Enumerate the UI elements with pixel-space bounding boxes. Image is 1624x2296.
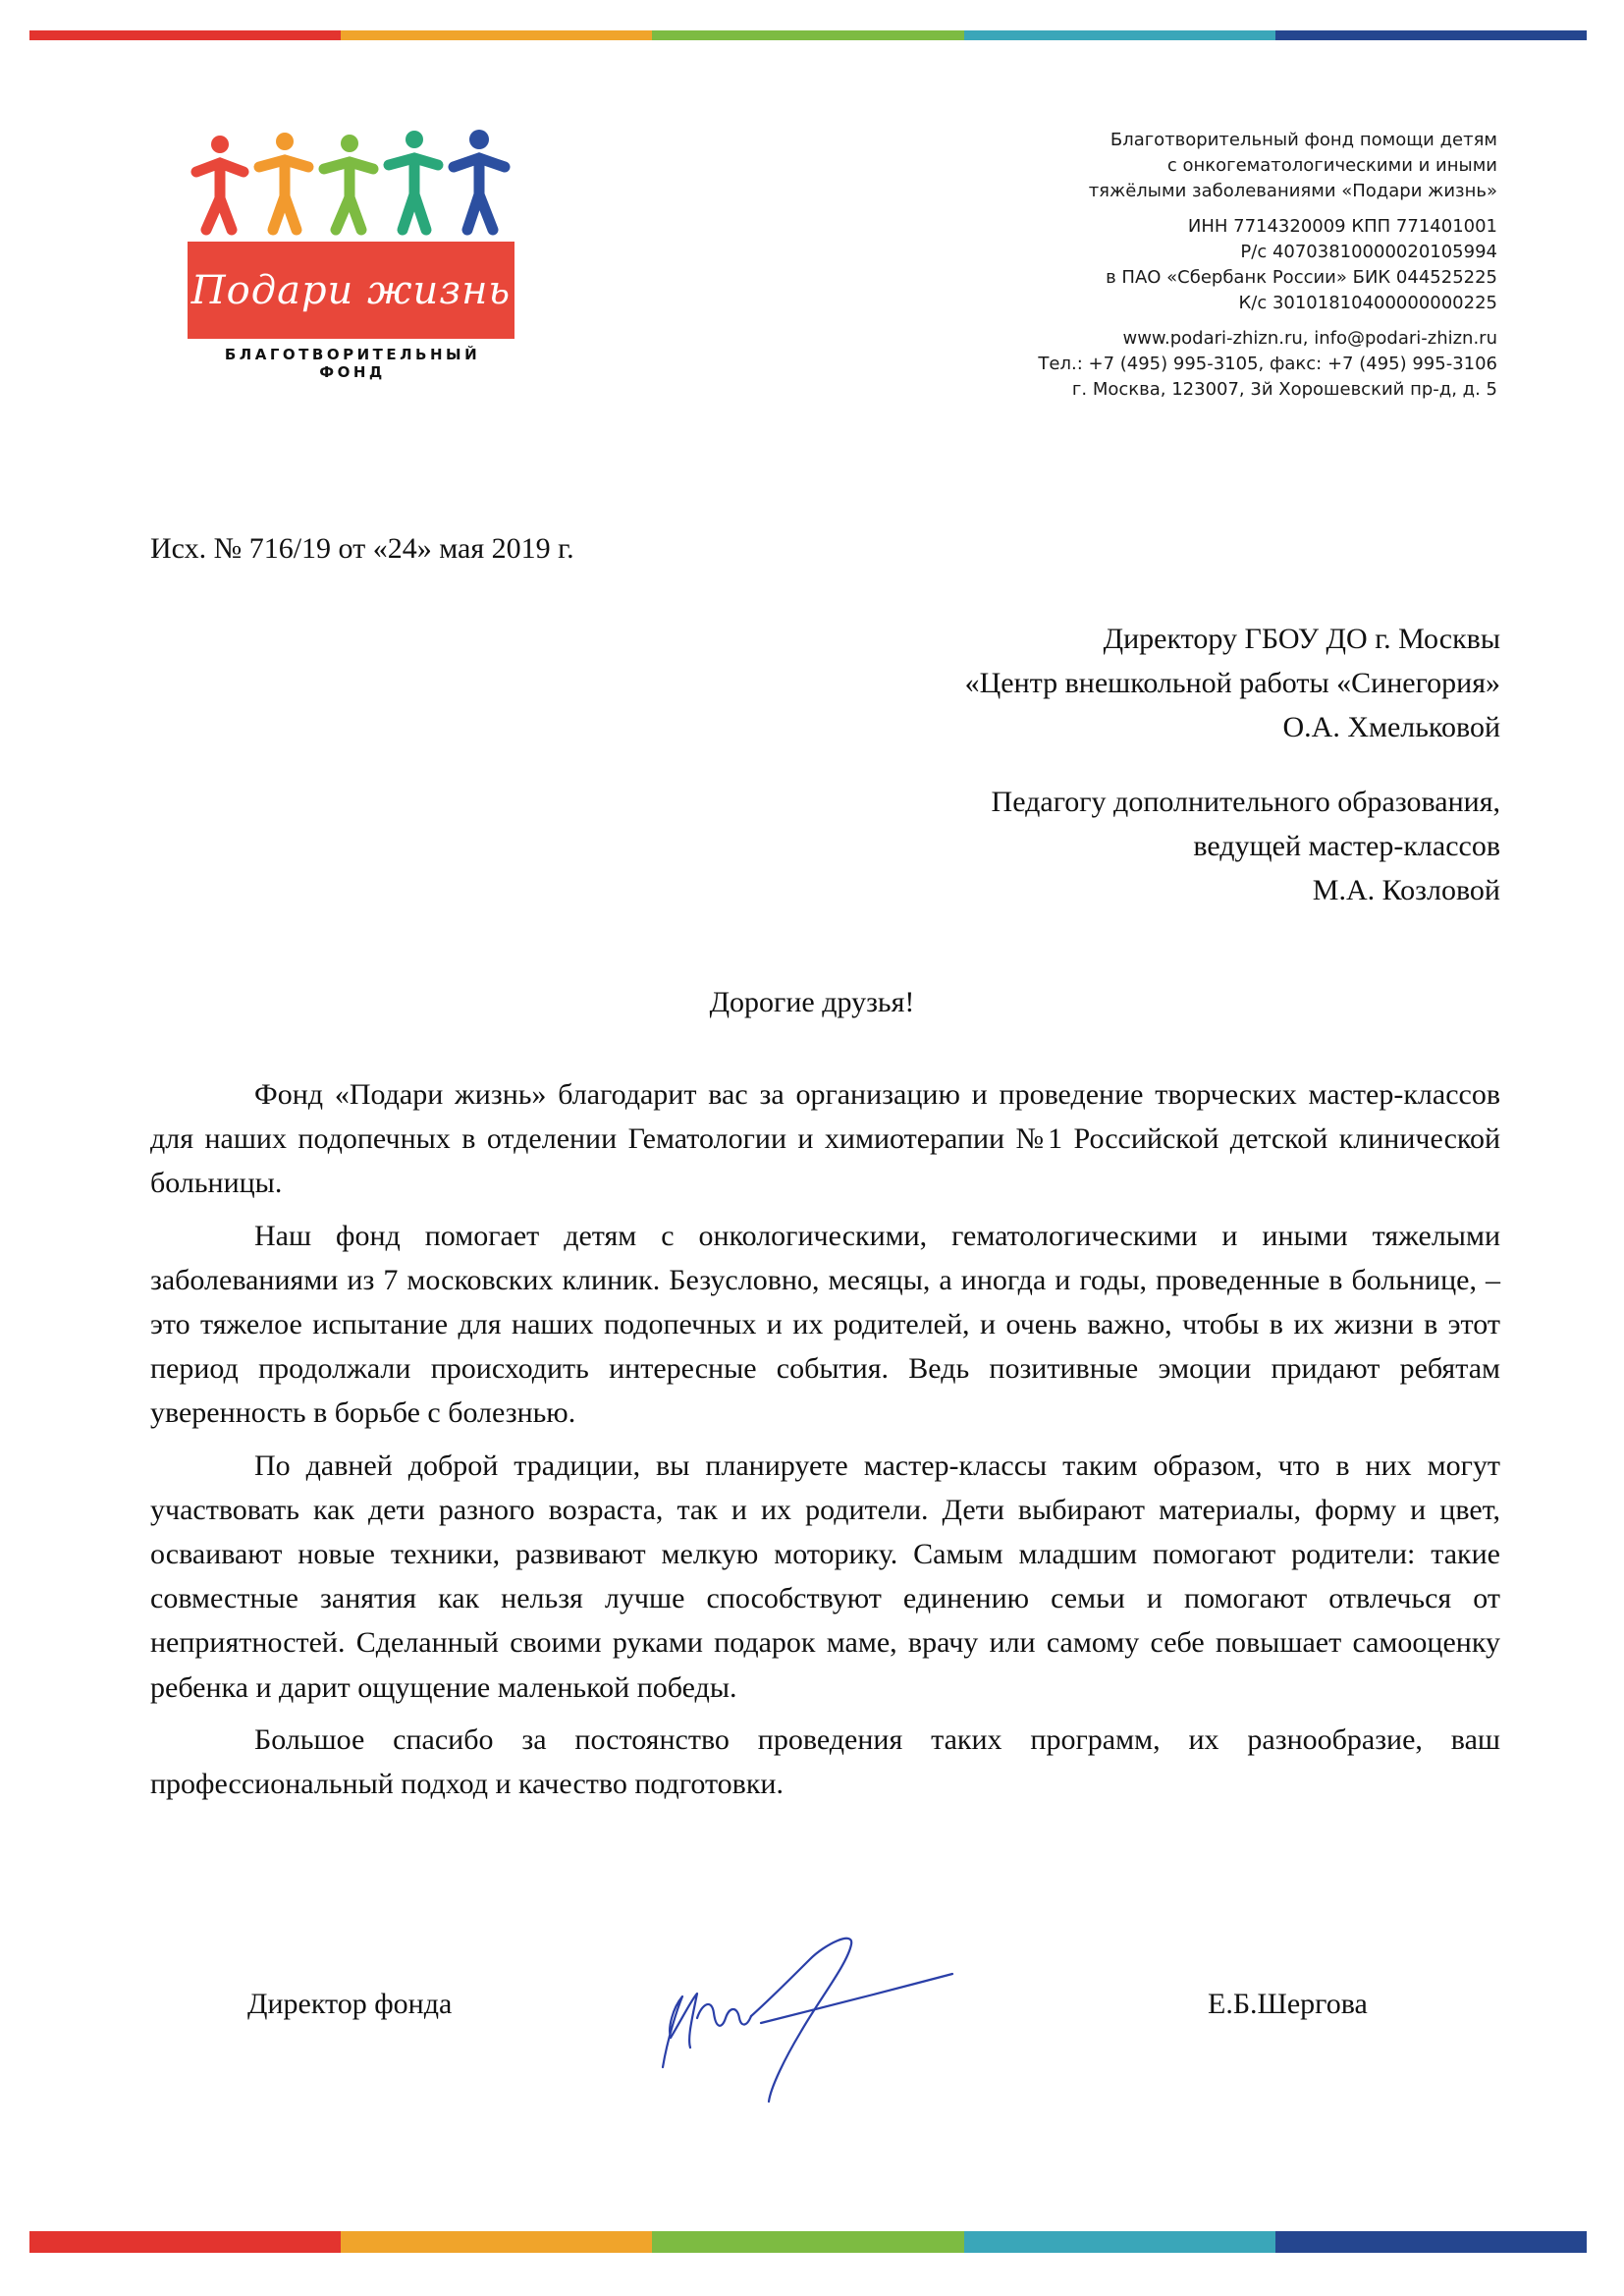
signatory-title: Директор фонда	[247, 1988, 453, 2020]
greeting: Дорогие друзья!	[709, 986, 915, 1018]
addressee-line: Педагогу дополнительного образования,	[991, 786, 1500, 818]
stripe-segment	[341, 30, 652, 40]
addressee-line: «Центр внешкольной работы «Синегория»	[964, 667, 1500, 699]
bank-line: Р/с 40703810000020105994	[1240, 242, 1497, 262]
logo-script-text: Подари жизнь	[190, 267, 512, 313]
figure-2	[259, 133, 308, 230]
bank-line: ИНН 7714320009 КПП 771401001	[1187, 216, 1497, 237]
bank-line: К/с 30101810400000000225	[1238, 293, 1497, 313]
addressee-line: ведущей мастер-классов	[1193, 830, 1500, 862]
figure-1	[196, 136, 244, 230]
stripe-segment	[1275, 2231, 1587, 2253]
org-line: тяжёлыми заболеваниями «Подари жизнь»	[1088, 181, 1497, 201]
stripe-segment	[964, 2231, 1275, 2253]
handwritten-signature	[643, 1920, 967, 2116]
stripe-segment	[29, 2231, 341, 2253]
org-line: с онкогематологическими и иными	[1166, 155, 1497, 176]
body-paragraph: По давней доброй традиции, вы планируете мастер-классы таким образом, что в них могут участвовать как дети разного возраста, так и их родители. Дети выбирают материалы, форму и цвет, осваивают новые техники, развивают мелкую моторику. Самым младшим помогают родители: такие совместные занятия как нельзя лучше способствуют единению семьи и помогают отвлечься от неприятностей. Сделанный своими руками подарок маме, врачу или самому себе повышает самооценку ребенка и дарит ощущение маленькой победы.	[150, 1449, 1500, 1704]
outgoing-number: Исх. № 716/19 от «24» мая 2019 г.	[150, 532, 574, 565]
contact-line: Тел.: +7 (495) 995-3105, факс: +7 (495) 995-3106	[1038, 354, 1497, 374]
contact-line: www.podari-zhizn.ru, info@podari-zhizn.ru	[1122, 328, 1497, 349]
stripe-segment	[652, 30, 963, 40]
contact-line: г. Москва, 123007, 3й Хорошевский пр-д, д. 5	[1071, 379, 1497, 400]
top-color-stripe	[29, 30, 1587, 40]
organization-requisites	[1038, 128, 1497, 403]
logo-red-box	[188, 242, 514, 339]
body-paragraph: Большое спасибо за постоянство проведения таких программ, их разнообразие, ваш профессиональный подход и качество подготовки.	[150, 1722, 1500, 1801]
stripe-segment	[29, 30, 341, 40]
figure-4	[389, 131, 438, 230]
stripe-segment	[341, 2231, 652, 2253]
stripe-segment	[1275, 30, 1587, 40]
addressee-director	[965, 617, 1500, 749]
org-line: Благотворительный фонд помощи детям	[1110, 130, 1497, 150]
logo-caption: БЛАГОТВОРИТЕЛЬНЫЙ ФОНД	[224, 346, 481, 381]
stripe-segment	[964, 30, 1275, 40]
addressee-line: О.А. Хмельковой	[1282, 711, 1500, 743]
addressee-line: Директору ГБОУ ДО г. Москвы	[1103, 623, 1500, 655]
addressee-line: М.А. Козловой	[1312, 874, 1500, 906]
body-paragraph: Фонд «Подари жизнь» благодарит вас за организацию и проведение творческих мастер-классов для наших подопечных в отделении Гематологии и химиотерапии №1 Российской детской клинической больницы.	[150, 1078, 1500, 1200]
addressee-teacher	[992, 780, 1500, 912]
children-figures-icon	[187, 128, 520, 241]
stripe-segment	[652, 2231, 963, 2253]
body-paragraph: Наш фонд помогает детям с онкологическими, гематологическими и иными тяжелыми заболеваниями из 7 московских клиник. Безусловно, месяцы, а иногда и годы, проведенные в больнице, – это тяжелое испытание для наших подопечных и их родителей, и очень важно, чтобы в их жизни в этот период продолжали происходить интересные события. Ведь позитивные эмоции придают ребятам уверенность в борьбе с болезнью.	[150, 1219, 1500, 1430]
figure-5	[454, 130, 505, 230]
letter-body	[150, 1072, 1500, 1814]
figure-3	[324, 135, 373, 230]
signatory-name: Е.Б.Шергова	[1208, 1988, 1368, 2020]
bottom-color-stripe	[29, 2231, 1587, 2253]
bank-line: в ПАО «Сбербанк России» БИК 044525225	[1106, 267, 1497, 288]
